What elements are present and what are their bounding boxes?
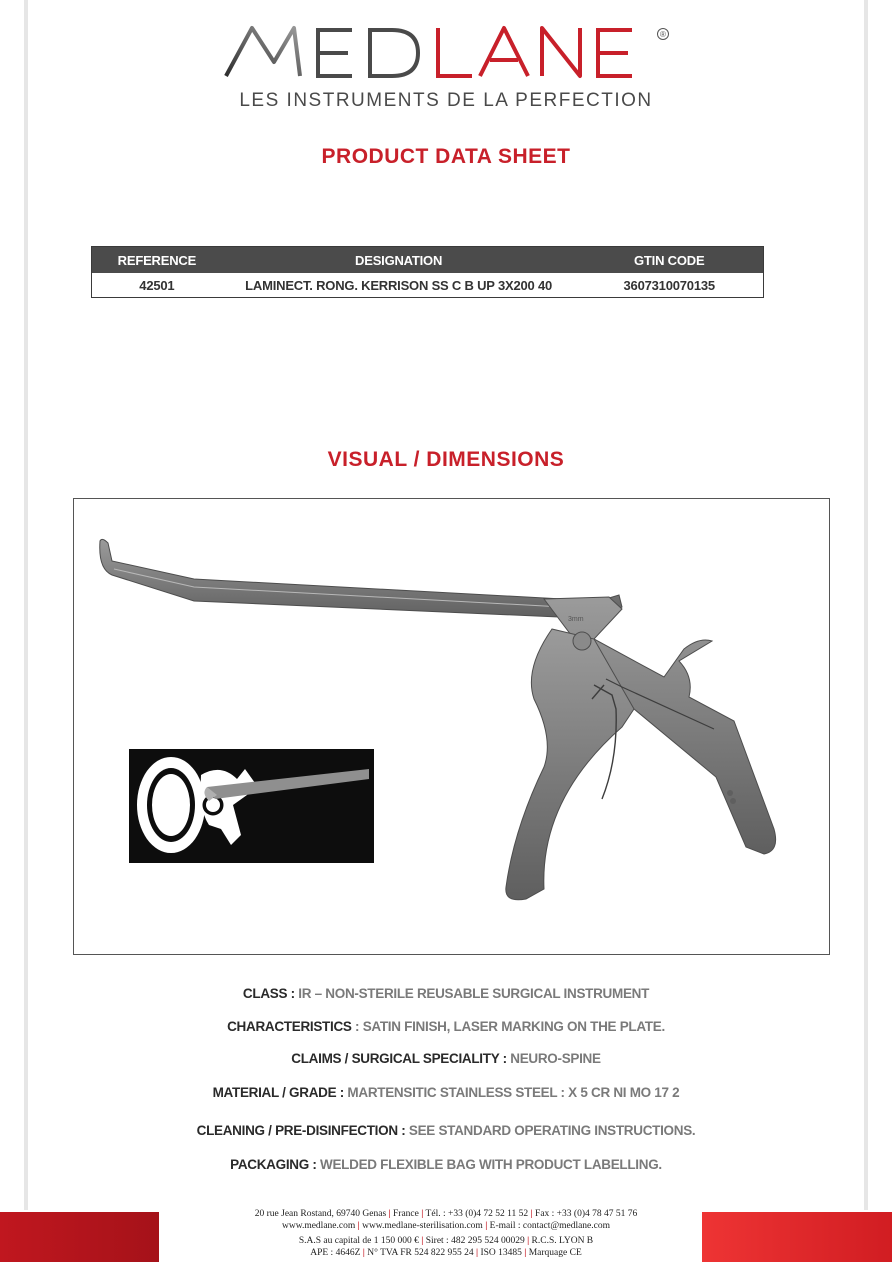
spine-application-diagram	[129, 749, 374, 863]
spec-characteristics-value: : SATIN FINISH, LASER MARKING ON THE PLATE.	[355, 1019, 665, 1034]
footer-ce: Marquage CE	[528, 1248, 582, 1258]
sheet-title: PRODUCT DATA SHEET	[321, 145, 571, 168]
visual-frame	[73, 498, 830, 955]
spec-class-value: IR – NON-STERILE REUSABLE SURGICAL INSTRUMENT	[298, 986, 650, 1001]
footer-siret: Siret : 482 295 524 00029	[425, 1236, 525, 1246]
header-designation: DESIGNATION	[222, 247, 576, 274]
visual-title: VISUAL / DIMENSIONS	[327, 448, 565, 471]
spec-material-value: MARTENSITIC STAINLESS STEEL : X 5 CR NI MO 17 2	[347, 1085, 680, 1100]
product-table	[91, 246, 764, 298]
kerrison-rongeur-illustration	[74, 499, 831, 956]
medlane-logo	[222, 22, 672, 82]
footer-ape: APE : 4646Z	[310, 1248, 361, 1258]
registered-mark: ®	[660, 30, 666, 39]
spec-cleaning	[0, 1123, 892, 1138]
table-row	[92, 273, 764, 298]
header-gtin: GTIN CODE	[575, 247, 763, 274]
footer-tva: N° TVA FR 524 822 955 24	[367, 1248, 474, 1258]
cell-gtin: 3607310070135	[623, 277, 715, 293]
spec-characteristics	[0, 1019, 892, 1034]
footer-line-4: APE : 4646Z | N° TVA FR 524 822 955 24 | ISO 13485 | Marquage CE	[310, 1248, 582, 1258]
cell-designation: LAMINECT. RONG. KERRISON SS C B UP 3X200 40	[245, 277, 553, 293]
spec-characteristics-label: CHARACTERISTICS	[227, 1019, 356, 1034]
footer-address: 20 rue Jean Rostand, 69740 Genas	[254, 1209, 387, 1219]
footer-rcs: R.C.S. LYON B	[531, 1236, 594, 1246]
table-header-row	[92, 247, 764, 274]
footer-email[interactable]: E-mail : contact@medlane.com	[489, 1221, 610, 1231]
footer-tel: Tél. : +33 (0)4 72 52 11 52	[425, 1209, 529, 1219]
spec-material-label: MATERIAL / GRADE :	[212, 1085, 348, 1100]
footer-capital: S.A.S au capital de 1 150 000 €	[298, 1236, 419, 1246]
spec-material	[0, 1085, 892, 1100]
footer-web-1[interactable]: www.medlane.com	[281, 1221, 356, 1231]
footer-line-2: www.medlane.com | www.medlane-sterilisation.com | E-mail : contact@medlane.com	[281, 1221, 610, 1231]
spec-packaging-label: PACKAGING :	[230, 1157, 321, 1172]
spec-packaging-value: WELDED FLEXIBLE BAG WITH PRODUCT LABELLING.	[320, 1157, 662, 1172]
footer-line-1: 20 rue Jean Rostand, 69740 Genas | France | Tél. : +33 (0)4 72 52 11 52 | Fax : +33 (0)4 78 47 51 76	[254, 1209, 638, 1219]
footer-line-3: S.A.S au capital de 1 150 000 € | Siret : 482 295 524 00029 | R.C.S. LYON B	[298, 1236, 594, 1246]
spec-claims-label: CLAIMS / SURGICAL SPECIALITY :	[291, 1051, 511, 1066]
spec-packaging	[0, 1157, 892, 1172]
spec-cleaning-label: CLEANING / PRE-DISINFECTION :	[196, 1123, 409, 1138]
spec-claims-value: NEURO-SPINE	[510, 1051, 601, 1066]
footer-iso: ISO 13485	[480, 1248, 522, 1258]
spec-cleaning-value: SEE STANDARD OPERATING INSTRUCTIONS.	[408, 1123, 696, 1138]
footer-country: France	[393, 1209, 419, 1219]
instrument-marking: 3mm	[568, 616, 584, 623]
spec-class	[0, 986, 892, 1001]
footer-fax: Fax : +33 (0)4 78 47 51 76	[535, 1209, 638, 1219]
spec-class-label: CLASS :	[242, 986, 299, 1001]
spec-claims	[0, 1051, 892, 1066]
cell-reference: 42501	[139, 277, 175, 293]
tagline: LES INSTRUMENTS DE LA PERFECTION	[239, 90, 653, 111]
footer-web-2[interactable]: www.medlane-sterilisation.com	[362, 1221, 483, 1231]
header-reference: REFERENCE	[92, 247, 222, 274]
